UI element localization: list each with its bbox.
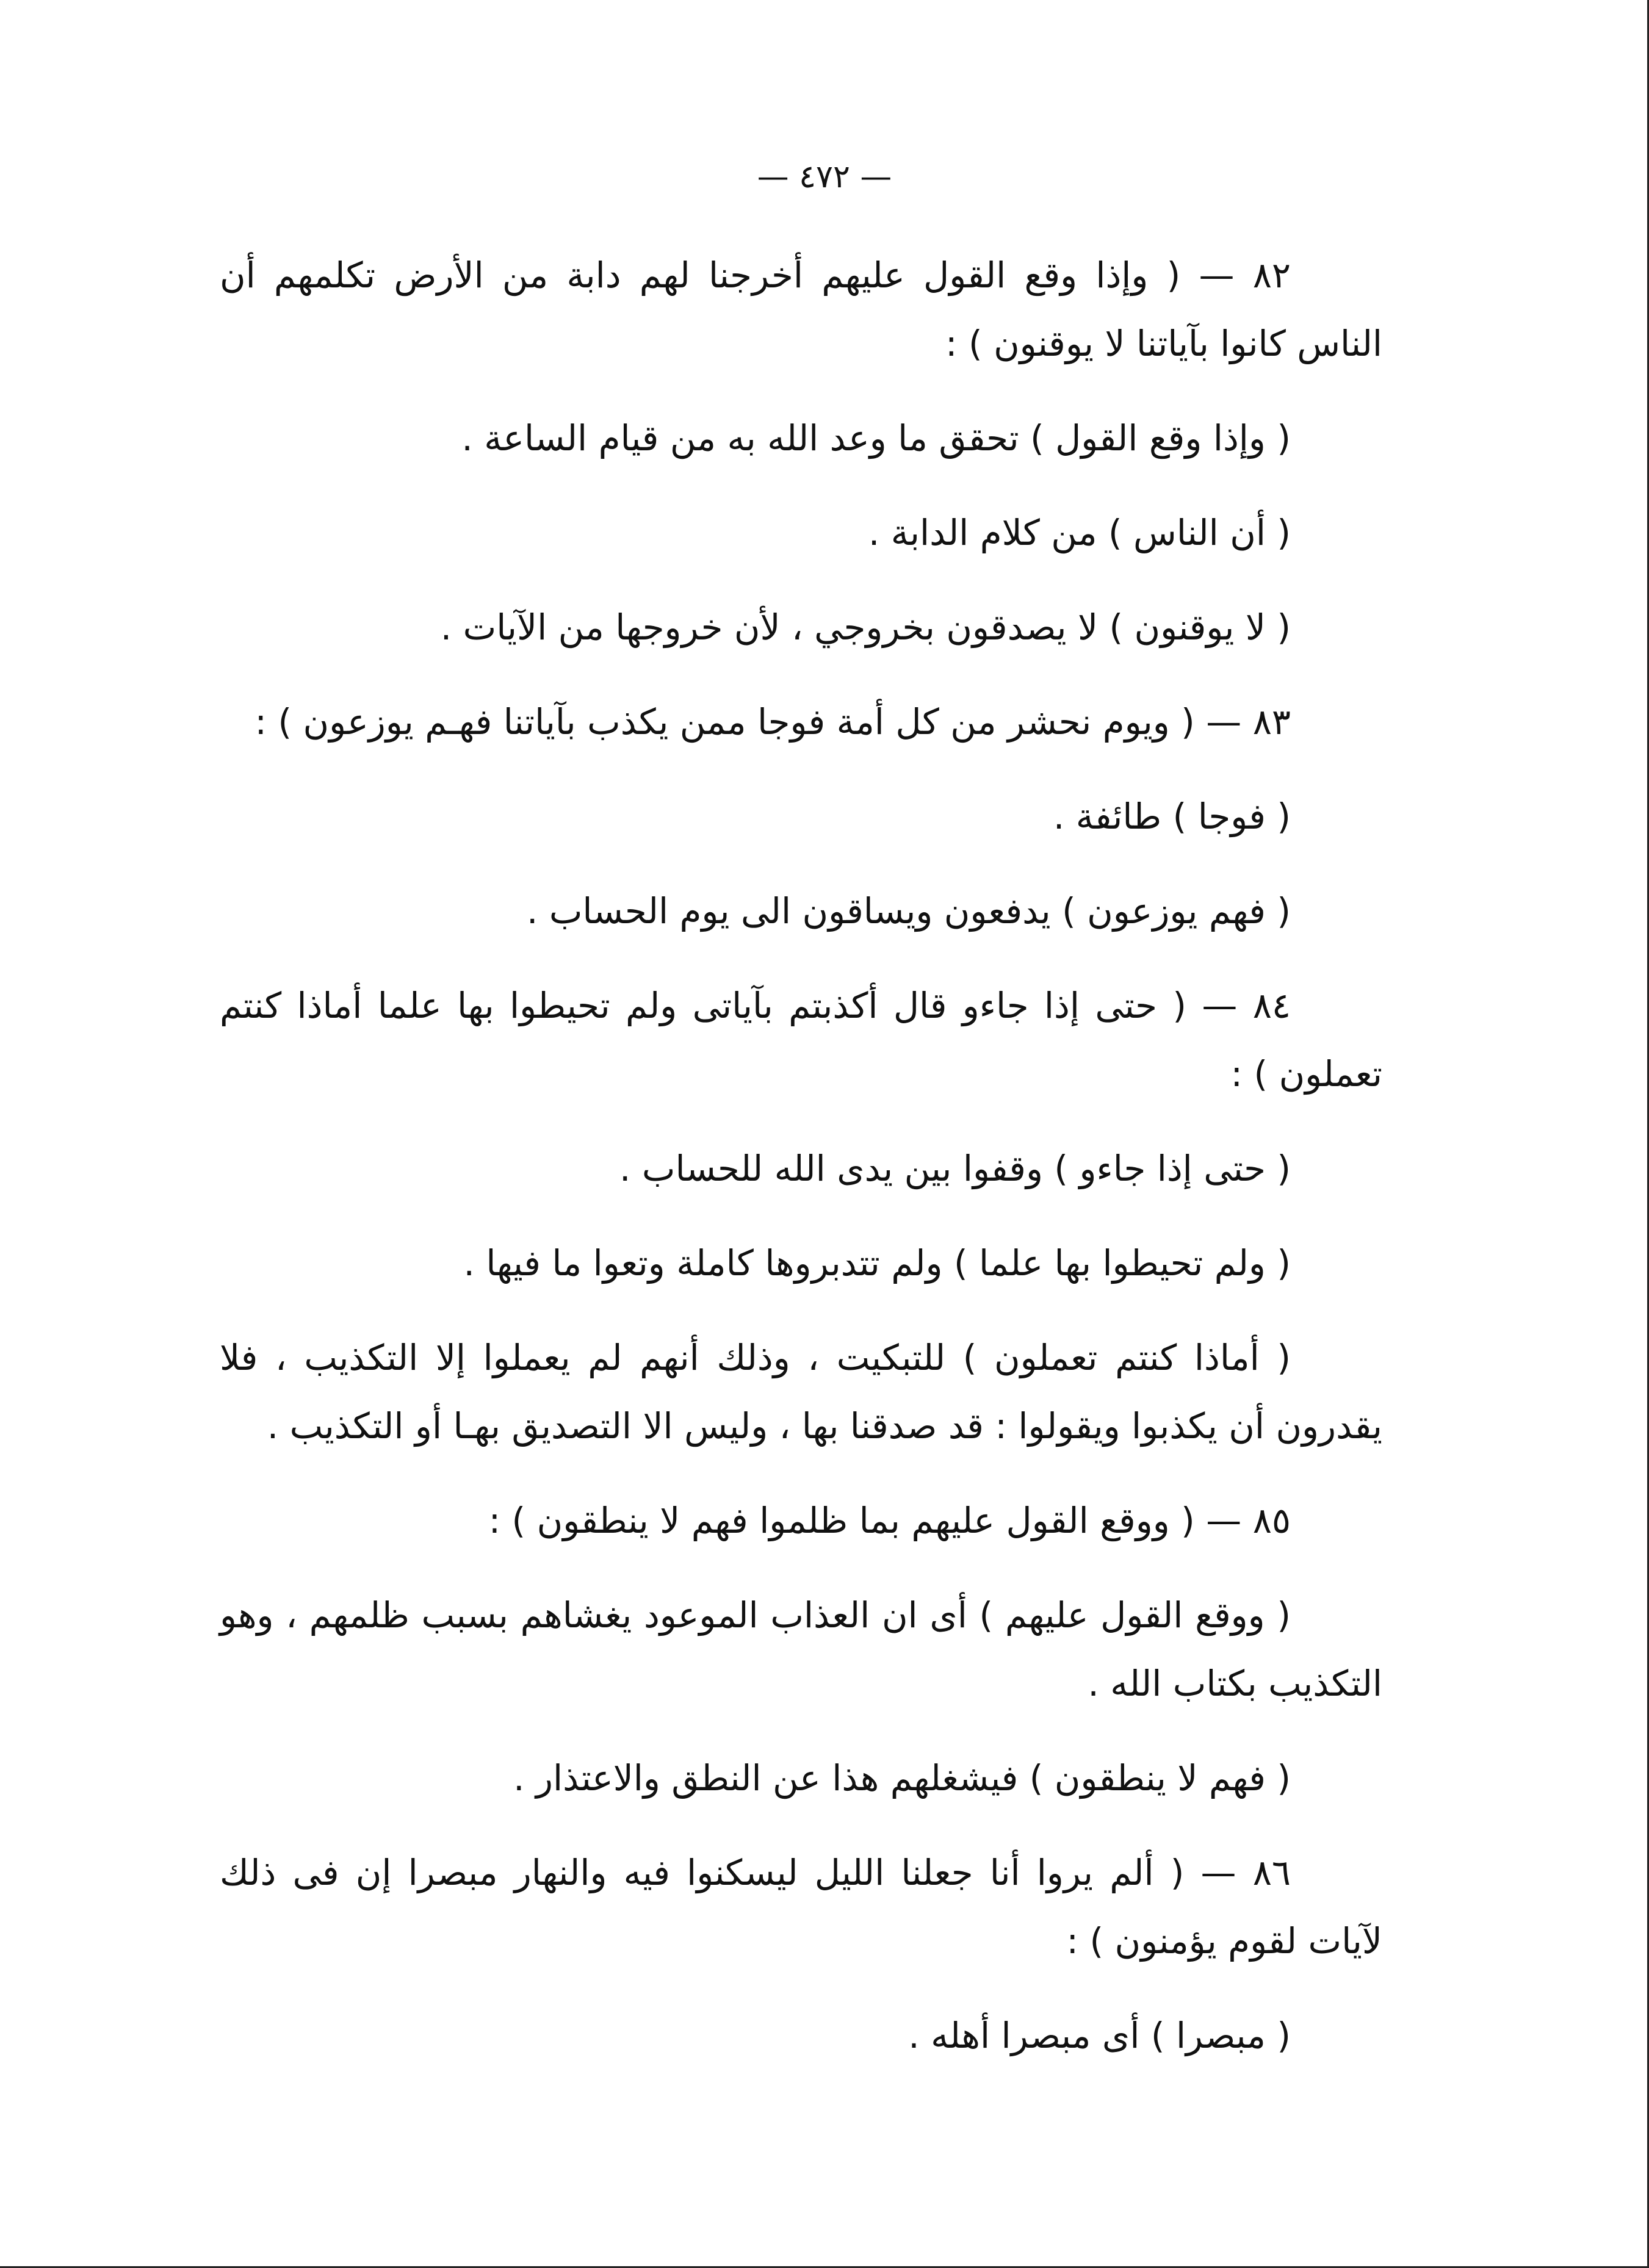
commentary-paragraph: ( أماذا كنتم تعملون ) للتبكيت ، وذلك أنهم لم يعملوا إلا التكذيب ، فلا يقدرون أن يكذبوا ويقولوا : قد صدقنا بها ، وليس الا التصديق بهـا أو التكذيب . [220, 1337, 1382, 1447]
gloss-paragraph: ( وإذا وقع القول ) تحقق ما وعد الله به من قيام الساعة . [461, 417, 1291, 459]
verse-82: ٨٢ — ( وإذا وقع القول عليهم أخرجنا لهم دابة من الأرض تكلمهم أن الناس كانوا بآياتنا لا يوقنون ) : [220, 254, 1382, 364]
gloss-paragraph: ( حتى إذا جاءو ) وقفوا بين يدى الله للحساب . [619, 1148, 1291, 1189]
verse-84: ٨٤ — ( حتى إذا جاءو قال أكذبتم بآياتى ولم تحيطوا بها علما أماذا كنتم تعملون ) : [220, 985, 1382, 1095]
gloss-paragraph: ( مبصرا ) أى مبصرا أهله . [908, 2015, 1291, 2056]
gloss-paragraph: ( أن الناس ) من كلام الدابة . [868, 512, 1291, 553]
verse-85: ٨٥ — ( ووقع القول عليهم بما ظلموا فهم لا ينطقون ) : [488, 1500, 1291, 1541]
gloss-paragraph: ( لا يوقنون ) لا يصدقون بخروجي ، لأن خروجها من الآيات . [440, 607, 1291, 648]
text-body [220, 241, 1382, 2096]
verse-83: ٨٣ — ( ويوم نحشر من كل أمة فوجا ممن يكذب بآياتنا فهـم يوزعون ) : [254, 701, 1291, 743]
page-number: — ٤٧٢ — [757, 159, 892, 195]
gloss-paragraph: ( فهم يوزعون ) يدفعون ويساقون الى يوم الحساب . [526, 890, 1291, 932]
gloss-paragraph: ( فهم لا ينطقون ) فيشغلهم هذا عن النطق والاعتذار . [513, 1757, 1291, 1799]
commentary-paragraph: ( ووقع القول عليهم ) أى ان العذاب الموعود يغشاهم بسبب ظلمهم ، وهو التكذيب بكتاب الله . [220, 1594, 1382, 1704]
gloss-paragraph: ( ولم تحيطوا بها علما ) ولم تتدبروها كاملة وتعوا ما فيها . [463, 1242, 1291, 1284]
verse-86: ٨٦ — ( ألم يروا أنا جعلنا الليل ليسكنوا فيه والنهار مبصرا إن فى ذلك لآيات لقوم يؤمنون ) : [220, 1852, 1382, 1962]
gloss-paragraph: ( فوجا ) طائفة . [1053, 796, 1291, 837]
